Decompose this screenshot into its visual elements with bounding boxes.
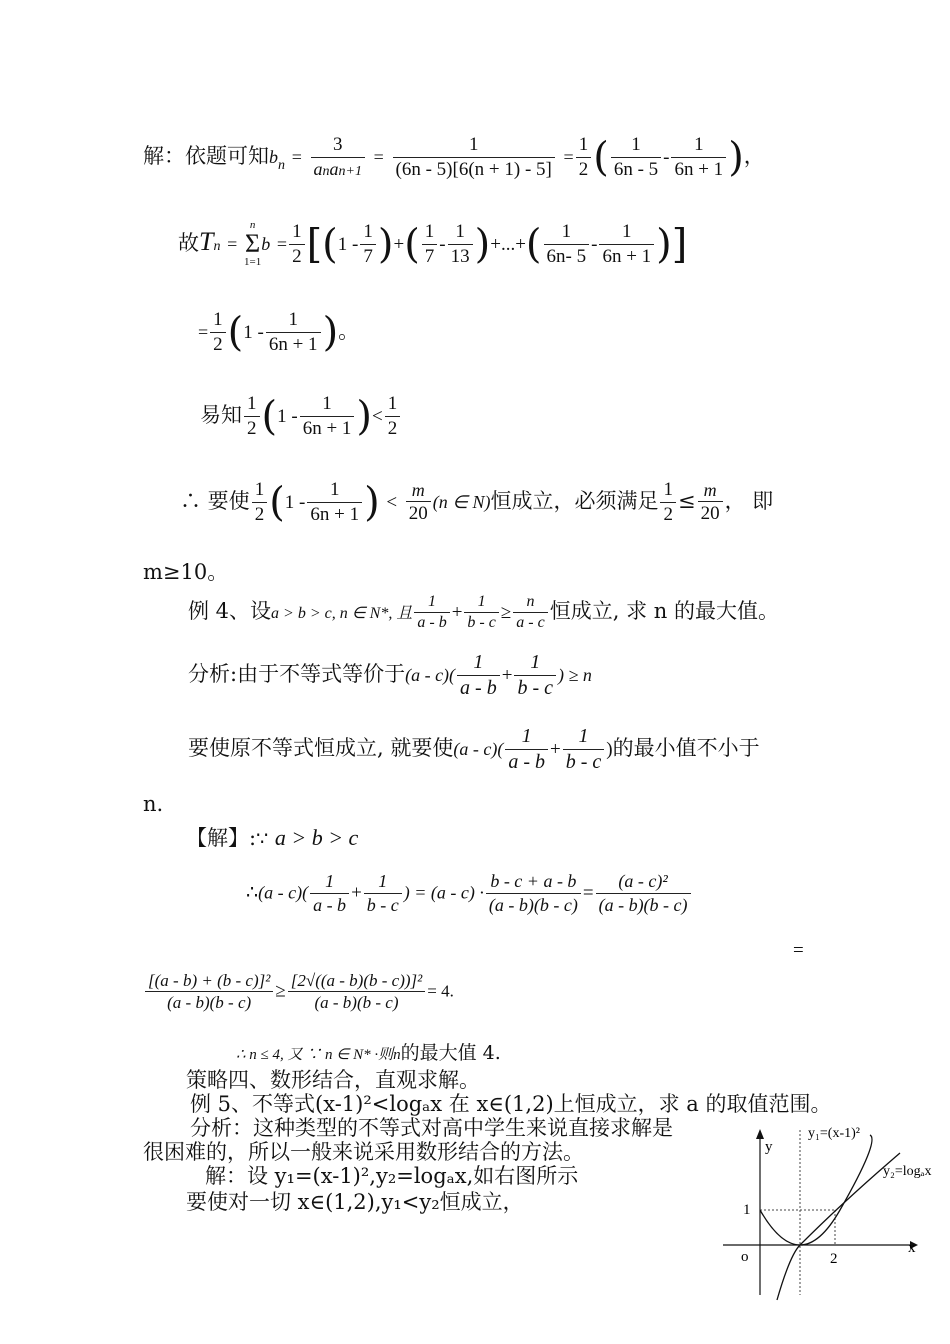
den: 2 [576,157,592,182]
den: 6n- 5 [544,244,590,269]
lt: < [386,491,398,513]
den: 2 [385,416,401,441]
expr: (a - c)( [453,739,504,759]
num: n [526,593,535,610]
num: 1 [561,221,572,242]
term: 1 - [243,321,264,343]
den: b - c [364,893,402,917]
function-graph [705,1115,945,1305]
fraction [457,650,500,701]
num: m [411,479,425,500]
inequality [143,970,454,1014]
den: a - b [505,749,548,775]
num: [(a - b) + (b - c)]² [148,971,271,990]
curve-y2 [777,1153,900,1300]
var-t: T [199,226,214,256]
den: a - b [414,612,449,633]
fraction [544,220,590,269]
num: 1 [247,393,257,414]
fraction [514,650,556,701]
fraction [393,133,555,182]
num: 1 [578,134,589,155]
den: 2 [289,244,305,269]
text: 恒成立, 求 n 的最大值。 [549,599,779,623]
punct: ， [743,143,765,168]
num: 1 [477,593,486,610]
ellipsis: +...+ [490,233,526,255]
fraction [596,870,691,916]
ge: ≥ [500,602,512,623]
text: 【解】: [186,826,257,850]
requirement-4: 要使原不等式恒成立, 就要使(a - c)( $\frac{1}{a - b}$ + $\frac{1}{b - c}$ )的最小值不小于 [188,725,760,773]
requirement-5: 要使对一切 x∈(1,2),y₁<y₂恒成立， [186,1190,524,1214]
analysis-5-line1: 分析：这种类型的不等式对高中学生来说直接求解是 [190,1116,673,1140]
sum-bot: 1=1 [244,256,262,269]
fraction [210,308,226,357]
because: ∵ [256,829,269,850]
num: 1 [329,479,340,500]
label-y: y [765,1139,773,1155]
sub: n+1 [338,163,362,179]
text: ∴ 要使 [180,488,250,513]
den: 20 [406,501,431,526]
num: 1 [663,479,673,500]
den: 6n + 1 [266,332,321,357]
fraction [599,220,654,269]
den: 20 [698,501,723,526]
fraction [300,392,355,441]
num: [2√((a - b)(b - c))]² [290,971,423,990]
num: 1 [622,221,632,242]
text-n: n. [143,792,164,816]
conclusion-4 [236,1038,501,1065]
fraction [698,479,723,526]
punct: 。 [338,318,360,343]
term: 1 - [284,491,306,513]
text: 例 4、设 [188,599,272,623]
den: 7 [422,244,438,269]
cond: a > b > c, n ∈ N*, 且 [271,605,413,622]
therefore: ∴ [246,882,259,904]
lt: < [372,405,383,427]
var-b: b [269,146,278,167]
tick-2: 2 [830,1251,838,1267]
num: 1 [521,725,532,747]
expr: (a - c)( [258,882,309,903]
eq: = [582,882,594,904]
fraction [563,724,605,775]
label-y2: y₂=logₐx [883,1164,932,1179]
num: (a - c)² [618,871,668,891]
text: 分析:由于不等式等价于 [188,662,406,686]
num: 1 [378,871,388,891]
solution-4-header [186,822,358,852]
den: 2 [210,332,226,357]
y-arrow-icon [756,1129,764,1139]
fraction [406,479,431,526]
strategy-4: 策略四、数形结合，直观求解。 [186,1068,480,1092]
num: 1 [288,309,298,330]
sub: n [322,163,330,179]
num: 1 [578,725,589,747]
analysis-5-line2: 很困难的，所以一般来说采用数形结合的方法。 [143,1140,584,1164]
solution-5: 解：设 y₁=(x-1)²,y₂=logₐx,如右图所示 [205,1164,579,1188]
num: 1 [455,221,465,242]
fraction [311,133,365,182]
den: b - c [514,675,556,701]
sub: n [278,157,285,173]
fraction [576,133,592,182]
text: 故 [178,230,199,255]
equals-right: = [793,940,804,961]
text-m-ge-10: m≥10。 [143,560,229,584]
derivation: ∴(a - c)( $\frac{1}{a - b}$ + $\frac{1}{b - c}$ ) = (a - c) · $\frac{b - c + a - b}{(a - b)(b - c)}$ = $\frac{\text{(a - c)²}}{(a - b)(b - c)}$ [246,870,693,916]
den: 7 [360,244,376,269]
den: a - c [513,612,547,633]
cond: (n ∈ N) [432,491,491,512]
example-4: 例 4、设a > b > c, n ∈ N*, 且 $\frac{1}{a - b}$ + $\frac{1}{b - c}$ ≥ $\frac{n}{a - c}$ 恒成立, 求 n 的最大值。 [188,593,779,631]
fraction [266,308,321,357]
num: 1 [254,479,265,500]
text: 易知 [200,402,242,427]
text: 的最小值不小于 [612,736,760,760]
expr: ∴ n ≤ 4, 又 ∵ n ∈ N* ·则n [236,1047,401,1063]
num: b - c + a - b [490,871,577,891]
den: 2 [660,502,676,527]
num: m [703,479,717,500]
num: 1 [424,221,435,242]
fraction [448,220,473,269]
den: 13 [448,244,473,269]
fraction [252,478,268,527]
sum-top: n [249,219,256,232]
relation: a > b > c [274,825,359,850]
num: 3 [333,134,343,155]
expr: ) = (a - c) · [403,882,484,903]
expr: (a - c)( [405,665,456,685]
den: 2 [244,416,260,441]
example-5: 例 5、不等式(x-1)²<logₐx 在 x∈(1,2)上恒成立，求 a 的取值范围。 [190,1092,832,1116]
analysis-4: 分析:由于不等式等价于(a - c)( $\frac{1}{a - b}$ + $\frac{1}{b - c}$ ) ≥ n [188,651,592,699]
num: 1 [468,134,479,155]
den: 6n + 1 [300,416,355,441]
den: 6n + 1 [599,244,654,269]
fraction [310,870,349,916]
den: b - c [464,612,498,633]
num: 1 [213,309,223,330]
le: ≤ [677,488,696,513]
sum-sign: n Σ 1=1 [244,219,262,269]
term: 1 - [277,405,298,427]
den: (a - b)(b - c) [486,893,581,917]
num: 1 [473,651,484,673]
fraction [513,592,547,633]
num: 1 [325,871,335,891]
den: (a - b)(b - c) [288,991,426,1013]
fraction [486,870,581,916]
tick-1: 1 [743,1202,751,1218]
num: 1 [631,134,641,155]
fraction [145,970,273,1014]
den: a [313,158,323,179]
result: = 4. [427,981,454,1001]
label-x: x [908,1240,916,1256]
equation-result: = $\frac{1}{2}$ (1 - $\frac{1}{6n + 1}$ )。 [198,309,360,356]
num: 1 [694,134,704,155]
fraction [289,220,305,269]
den: (a - b)(b - c) [145,991,273,1013]
num: 1 [428,593,437,610]
fraction [385,392,401,441]
den: 2 [252,502,268,527]
num: 1 [363,221,373,242]
ge: ≥ [275,980,286,1002]
equation-easy: 易知 $\frac{1}{2}$ (1 - $\frac{1}{6n + 1}$ )< $\frac{1}{2}$ [200,392,402,441]
num: 1 [292,221,302,242]
den: b - c [563,749,605,775]
text: 解：依题可知 [143,143,269,168]
fraction [414,592,449,633]
fraction [422,220,438,269]
sub: n [213,238,221,254]
equation-bn: 解：依题可知$b_n$ = $\frac{3}{\text{anan+1}}$ = $\frac{1}{(6n - 5)[6(n + 1) - 5]}$ = $\frac{1}{2}$ ( $\frac{1}{6n - 5}$ - $\frac{1}{6n + 1}$ )， [143,134,765,181]
var-b: b [261,233,271,254]
fraction [307,478,362,527]
den: 6n - 5 [611,157,661,182]
den: 6n + 1 [671,157,726,182]
label-y1: y₁=(x-1)² [808,1126,860,1141]
fraction [360,220,376,269]
den: 6n + 1 [307,502,362,527]
fraction [464,592,498,633]
text: 恒成立，必须满足 [490,488,659,513]
term: 1 - [337,233,359,255]
equation-tn: 故Tn = n Σ 1=1 b = $\frac{1}{2}$ [(1 - $\frac{1}{7}$ )+( $\frac{1}{7}$ - $\frac{1}{13}$ )+...+( $\frac{1}{6n- 5}$ - $\frac{1}{6n + 1}$ )] [178,219,688,269]
fraction [611,133,661,182]
den: a - b [457,675,500,701]
num: 1 [322,393,332,414]
fraction [364,870,402,916]
num: 1 [530,651,541,673]
den: a [329,158,339,179]
fraction [505,724,548,775]
den: (6n - 5)[6(n + 1) - 5] [393,157,555,182]
text: ， 即 [724,488,774,513]
fraction [244,392,260,441]
fraction [288,970,426,1014]
num: 1 [387,393,398,414]
text: 要使原不等式恒成立, 就要使 [188,736,454,760]
label-origin: o [741,1249,749,1265]
expr: ) ≥ n [557,665,592,685]
fraction [671,133,726,182]
den: (a - b)(b - c) [596,893,691,917]
fraction [660,478,676,527]
den: a - b [310,893,349,917]
text: 的最大值 4. [400,1042,501,1064]
equation-condition: ∴ 要使 $\frac{1}{2}$ (1 - $\frac{1}{6n + 1}$ ) < $\frac{m}{20}$ (n ∈ N)恒成立，必须满足 $\frac{1}{2}$ ≤ $\frac{m}{20}$ ， 即 [180,479,774,526]
